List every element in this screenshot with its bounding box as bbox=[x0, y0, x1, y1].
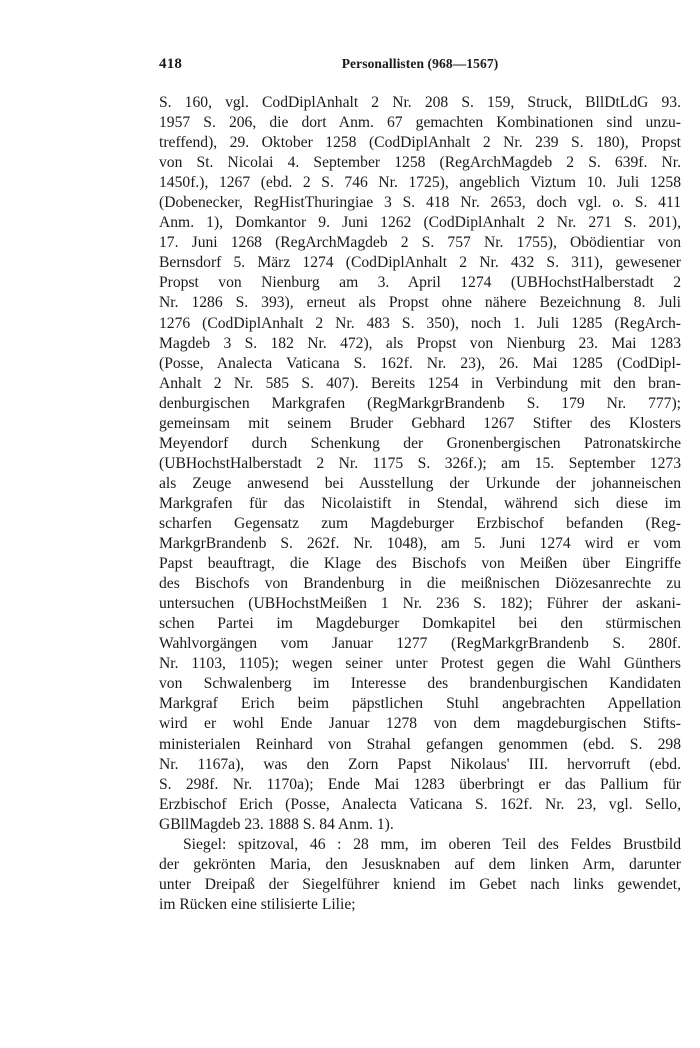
text-line: Erzbischof Erich (Posse, Analecta Vaticana S. 162f. Nr. 23, vgl. Sello, bbox=[159, 795, 681, 813]
text-line: Magdeb 3 S. 182 Nr. 472), als Propst von Nienburg 23. Mai 1283 bbox=[159, 334, 681, 352]
text-line: Anm. 1), Domkantor 9. Juni 1262 (CodDiplAnhalt 2 Nr. 271 S. 201), bbox=[159, 214, 681, 232]
text-line: Siegel: spitzoval, 46 : 28 mm, im oberen Teil des Feldes Brustbild bbox=[183, 835, 681, 853]
text-line: des Bischofs von Brandenburg in die meißnischen Diözesanrechte zu bbox=[159, 575, 681, 593]
text-line: unter Dreipaß der Siegelführer kniend im Gebet nach links gewendet, bbox=[159, 875, 681, 893]
body-text bbox=[159, 93, 681, 915]
text-line: Nr. 1286 S. 393), erneut als Propst ohne nähere Bezeichnung 8. Juli bbox=[159, 294, 681, 312]
text-line: im Rücken eine stilisierte Lilie; bbox=[159, 895, 356, 913]
text-line: ministerialen Reinhard von Strahal gefangen genommen (ebd. S. 298 bbox=[159, 735, 681, 753]
text-line: 1957 S. 206, die dort Anm. 67 gemachten Kombinationen sind unzu- bbox=[159, 114, 681, 132]
text-line: Meyendorf durch Schenkung der Gronenbergischen Patronatskirche bbox=[159, 434, 681, 452]
text-line: denburgischen Markgrafen (RegMarkgrBrandenb S. 179 Nr. 777); bbox=[159, 394, 681, 412]
text-line: Markgrafen für das Nicolaistift in Stendal, während sich diese im bbox=[159, 494, 681, 512]
text-line: von St. Nicolai 4. September 1258 (RegArchMagdeb 2 S. 639f. Nr. bbox=[159, 154, 681, 172]
text-line: (Posse, Analecta Vaticana S. 162f. Nr. 23), 26. Mai 1285 (CodDipl- bbox=[159, 354, 681, 372]
text-line: wird er wohl Ende Januar 1278 von dem magdeburgischen Stifts- bbox=[159, 715, 681, 733]
text-line: Propst von Nienburg am 3. April 1274 (UBHochstHalberstadt 2 bbox=[159, 274, 681, 292]
page-number: 418 bbox=[159, 56, 183, 72]
text-line: Wahlvorgängen vom Januar 1277 (RegMarkgrBrandenb S. 280f. bbox=[159, 635, 681, 653]
text-line: Nr. 1103, 1105); wegen seiner unter Protest gegen die Wahl Günthers bbox=[159, 655, 681, 673]
text-line: GBllMagdeb 23. 1888 S. 84 Anm. 1). bbox=[159, 815, 394, 833]
text-line: MarkgrBrandenb S. 262f. Nr. 1048), am 5. Juni 1274 wird er vom bbox=[159, 535, 681, 553]
paragraph-2-seal bbox=[159, 835, 681, 915]
text-line: 1450f.), 1267 (ebd. 2 S. 746 Nr. 1725), angeblich Viztum 10. Juli 1258 bbox=[159, 174, 681, 192]
text-line: schen Partei im Magdeburger Domkapitel bei den stürmischen bbox=[159, 615, 681, 633]
text-line: untersuchen (UBHochstMeißen 1 Nr. 236 S. 182); Führer der askani- bbox=[159, 595, 681, 613]
text-line: Anhalt 2 Nr. 585 S. 407). Bereits 1254 in Verbindung mit den bran- bbox=[159, 374, 681, 392]
text-line: gemeinsam mit seinem Bruder Gebhard 1267 Stifter des Klosters bbox=[159, 414, 681, 432]
text-line: als Zeuge anwesend bei Ausstellung der Urkunde der johanneischen bbox=[159, 474, 681, 492]
text-line: scharfen Gegensatz zum Magdeburger Erzbischof befanden (Reg- bbox=[159, 514, 681, 532]
paragraph-1 bbox=[159, 93, 681, 835]
page-header bbox=[159, 56, 681, 78]
text-line: von Schwalenberg im Interesse des brandenburgischen Kandidaten bbox=[159, 675, 681, 693]
text-line: Nr. 1167a), was den Zorn Papst Nikolaus' III. hervorruft (ebd. bbox=[159, 755, 681, 773]
text-line: 1276 (CodDiplAnhalt 2 Nr. 483 S. 350), noch 1. Juli 1285 (RegArch- bbox=[159, 314, 681, 332]
text-line: Bernsdorf 5. März 1274 (CodDiplAnhalt 2 Nr. 432 S. 311), gewesener bbox=[159, 254, 681, 272]
text-line: Papst beauftragt, die Klage des Bischofs von Meißen über Eingriffe bbox=[159, 555, 681, 573]
text-line: S. 160, vgl. CodDiplAnhalt 2 Nr. 208 S. 159, Struck, BllDtLdG 93. bbox=[159, 94, 681, 111]
text-line: Markgraf Erich beim päpstlichen Stuhl angebrachten Appellation bbox=[159, 695, 681, 713]
text-line: treffend), 29. Oktober 1258 (CodDiplAnhalt 2 Nr. 239 S. 180), Propst bbox=[159, 134, 681, 152]
text-line: 17. Juni 1268 (RegArchMagdeb 2 S. 757 Nr. 1755), Obödientiar von bbox=[159, 234, 681, 252]
text-line: der gekrönten Maria, den Jesusknaben auf dem linken Arm, darunter bbox=[159, 855, 681, 873]
text-line: (Dobenecker, RegHistThuringiae 3 S. 418 Nr. 2653, doch vgl. o. S. 411 bbox=[159, 194, 681, 212]
running-head: Personallisten (968—1567) bbox=[341, 56, 499, 71]
text-line: S. 298f. Nr. 1170a); Ende Mai 1283 überbringt er das Pallium für bbox=[159, 775, 681, 793]
text-line: (UBHochstHalberstadt 2 Nr. 1175 S. 326f.); am 15. September 1273 bbox=[159, 454, 681, 472]
